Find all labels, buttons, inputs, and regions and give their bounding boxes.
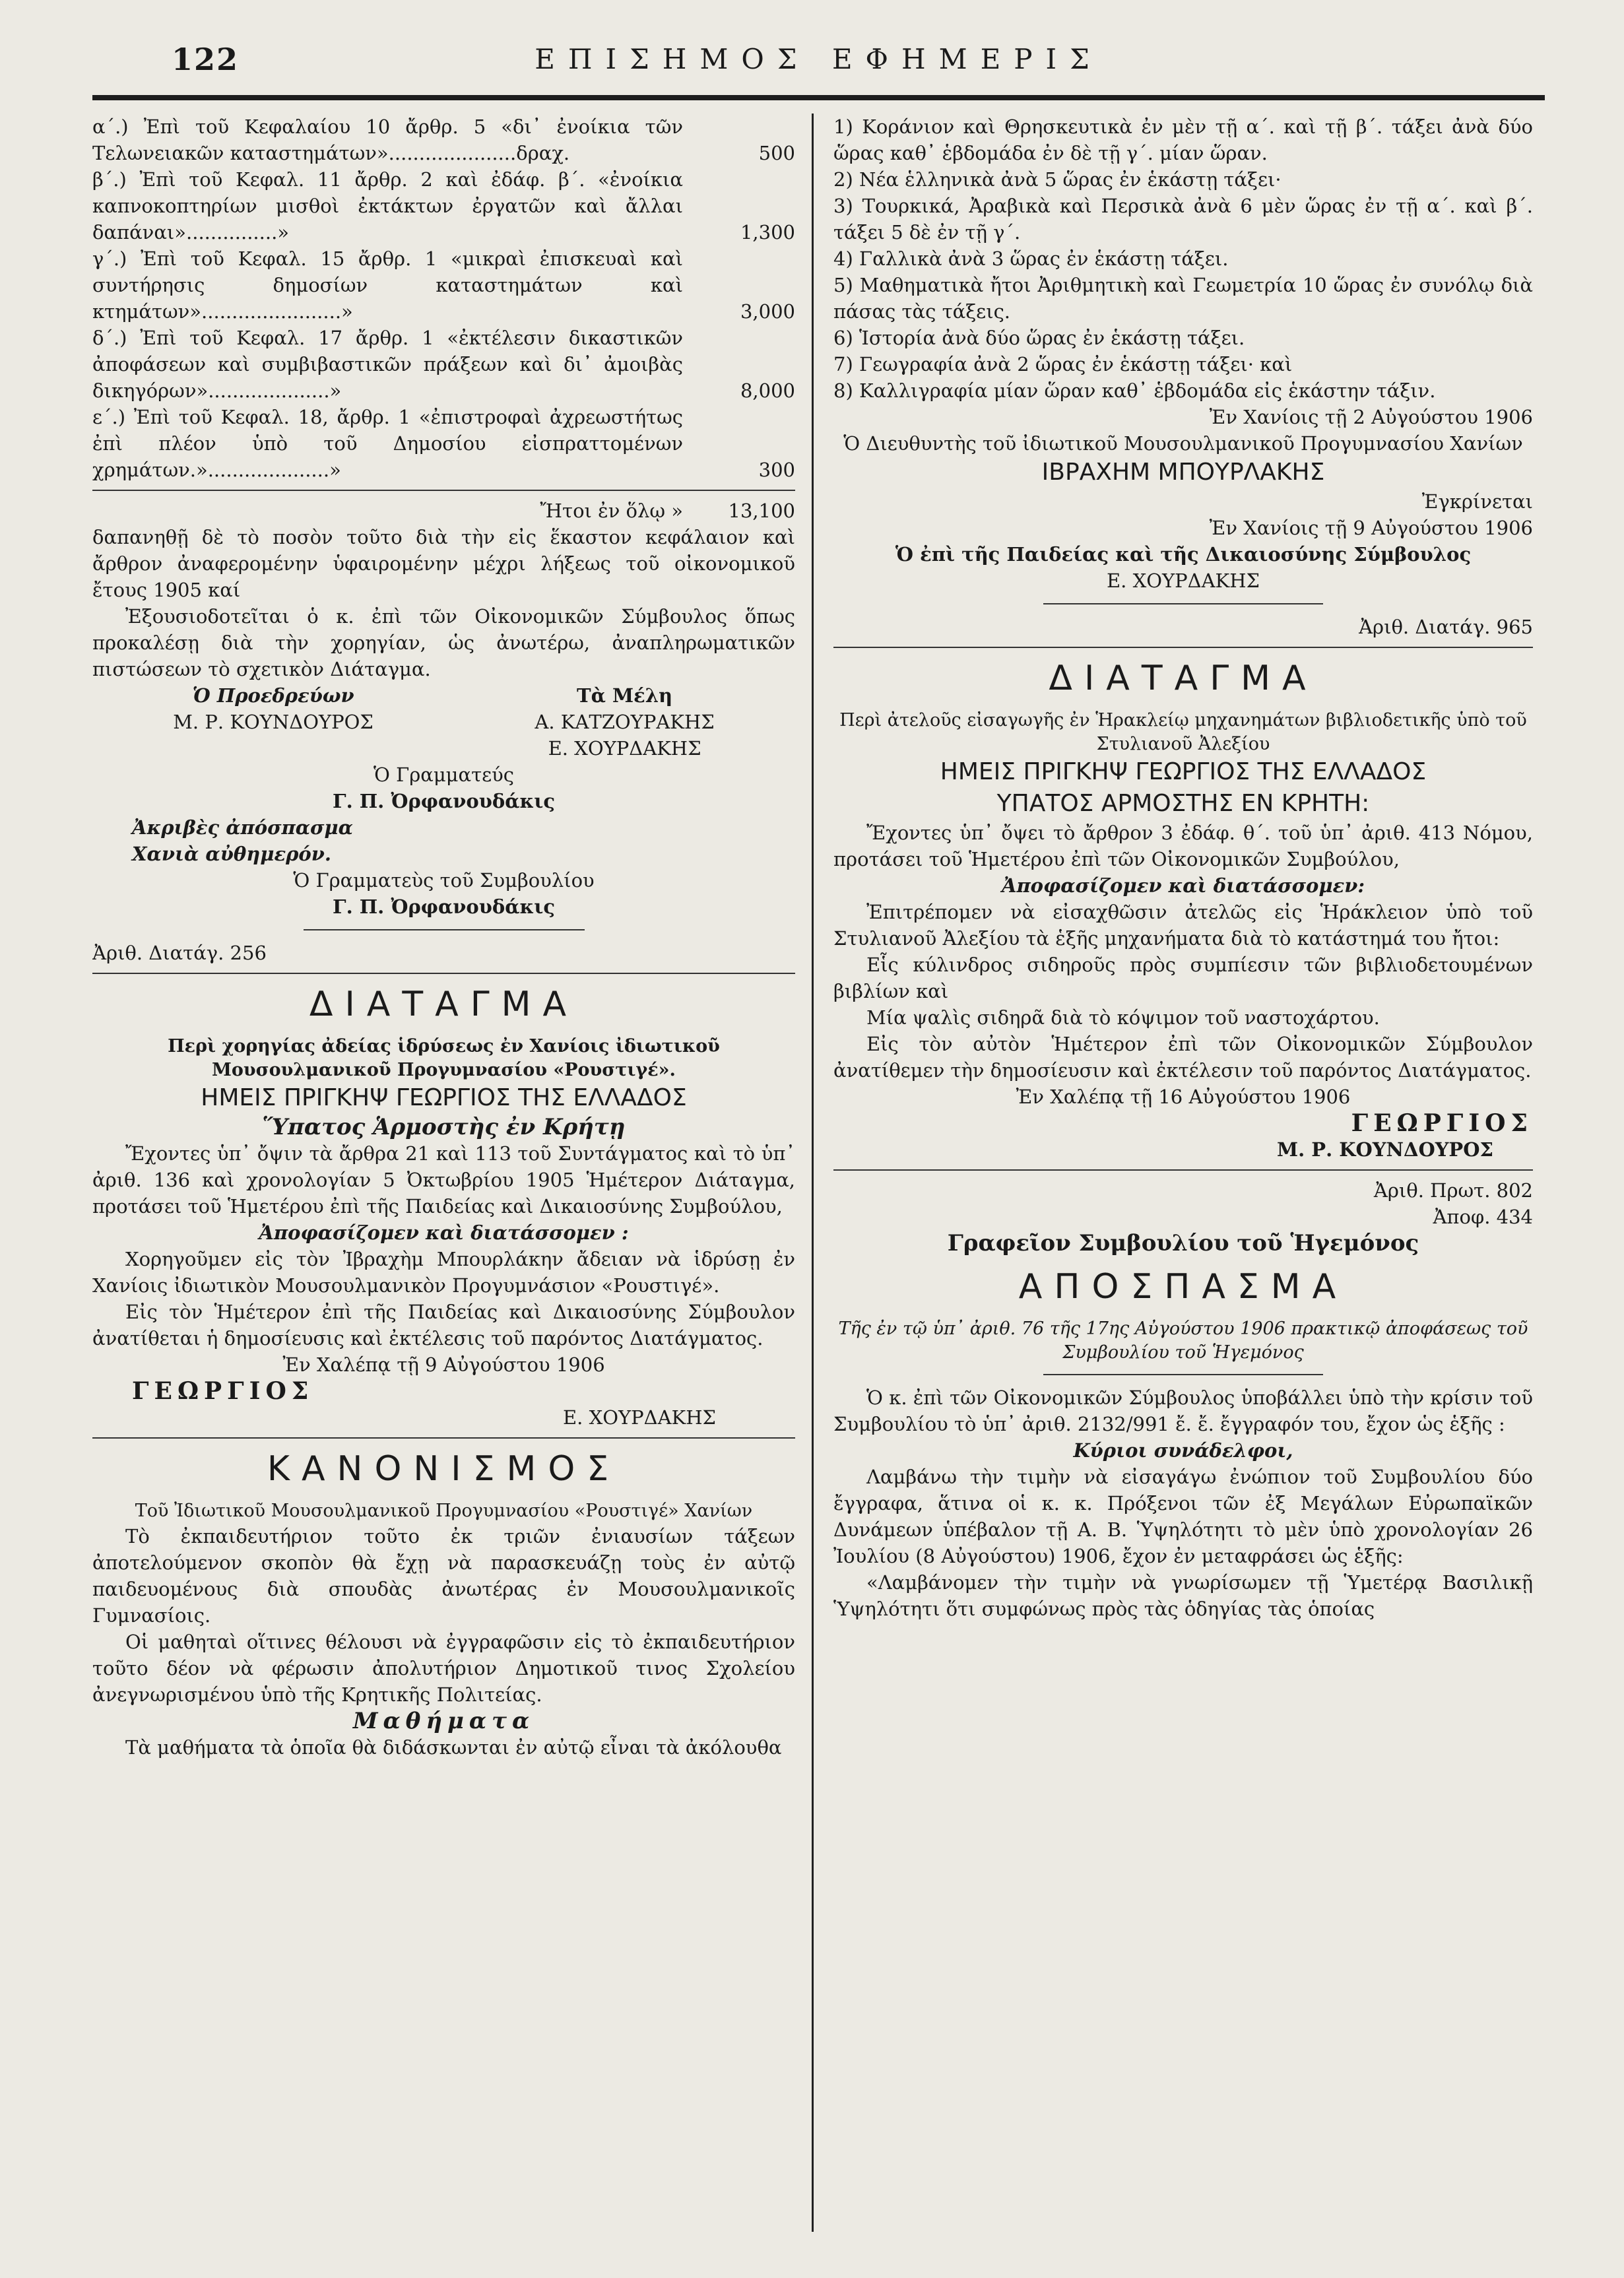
secretary-title: Ὁ Γραμματεύς bbox=[373, 764, 515, 786]
budget-item-text: δ΄.) Ἐπὶ τοῦ Κεφαλ. 17 ἄρθρ. 1 «ἐκτέλεσιν δικαστικῶν ἀποφάσεων καὶ συμβιβαστικῶν πράξεων καὶ δι᾽ ἀμοιβὰς δικηγόρων»....................» bbox=[92, 327, 683, 402]
budget-item-amount: 3,000 bbox=[740, 300, 795, 323]
council-secretary-title: Ὁ Γραμματεὺς τοῦ Συμβουλίου bbox=[293, 869, 595, 892]
secretary-name: Γ. Π. Ὀρφανουδάκις bbox=[333, 790, 555, 812]
budget-item-amount: 8,000 bbox=[740, 379, 795, 402]
royal-office: ΥΠΑΤΟΣ ΑΡΜΟΣΤΗΣ ΕΝ ΚΡΗΤΗ: bbox=[996, 790, 1370, 817]
budget-item bbox=[92, 245, 795, 325]
signer-title: Τὰ Μέλη bbox=[577, 684, 673, 707]
decree-date: Ἐν Χαλέπᾳ τῇ 16 Αὐγούστου 1906 bbox=[1016, 1086, 1351, 1108]
subject-item: 4) Γαλλικὰ ἀνὰ 3 ὥρας ἐν ἑκάστῃ τάξει. bbox=[833, 247, 1229, 270]
paragraph: Ἐξουσιοδοτεῖται ὁ κ. ἐπὶ τῶν Οἰκονομικῶν Σύμβουλος ὅπως προκαλέσῃ διὰ τὴν χορηγίαν, ὡς ἀνωτέρω, ἀναπληρωματικῶν πιστώσεων τὸ σχετικὸν Διάταγμα. bbox=[92, 605, 795, 680]
right-column bbox=[814, 114, 1533, 2232]
budget-item bbox=[92, 166, 795, 245]
extract-subject: Τῆς ἐν τῷ ὑπ᾽ ἀριθ. 76 τῆς 17ης Αὐγούστου 1906 πρακτικῷ ἀποφάσεως τοῦ Συμβουλίου τοῦ Ἡγεμόνος bbox=[838, 1318, 1528, 1363]
decree-title: ΔΙΑΤΑΓΜΑ bbox=[1049, 659, 1318, 698]
office-heading: Γραφεῖον Συμβουλίου τοῦ Ἡγεμόνος bbox=[947, 1230, 1419, 1256]
budget-item-text: β΄.) Ἐπὶ τοῦ Κεφαλ. 11 ἄρθρ. 2 καὶ ἐδάφ. β΄. «ἐνοίκια καπνοκοπτηρίων μισθοὶ ἐκτάκτων ἐργατῶν καὶ ἄλλαι δαπάναι»...............» bbox=[92, 168, 683, 244]
lessons-heading: Μαθήματα bbox=[352, 1708, 535, 1734]
subject-item: 7) Γεωγραφία ἀνὰ 2 ὥρας ἐν ἑκάστῃ τάξει· καὶ bbox=[833, 353, 1293, 375]
decree-subject: Περὶ χορηγίας ἀδείας ἱδρύσεως ἐν Χανίοις ἰδιωτικοῦ Μουσουλμανικοῦ Προγυμνασίου «Ρουστιγέ». bbox=[168, 1036, 720, 1080]
decision-number: Ἀποφ. 434 bbox=[1433, 1206, 1533, 1228]
paragraph: Εἰς τὸν αὐτὸν Ἡμέτερον ἐπὶ τῶν Οἰκονομικῶν Σύμβουλον ἀνατίθεμεν τὴν δημοσίευσιν καὶ ἐκτέλεσιν τοῦ παρόντος Διατάγματος. bbox=[833, 1033, 1533, 1082]
signer-name: Μ. Ρ. ΚΟΥΝΔΟΥΡΟΣ bbox=[173, 711, 374, 733]
royal-title: ΗΜΕΙΣ ΠΡΙΓΚΗΨ ΓΕΩΡΓΙΟΣ ΤΗΣ ΕΛΛΑΔΟΣ bbox=[201, 1084, 687, 1111]
paragraph: δαπανηθῇ δὲ τὸ ποσὸν τοῦτο διὰ τὴν εἰς ἕκαστον κεφάλαιον καὶ ἄρθρον ἀναφερομένην ὑφαιρομένην μέχρι λήξεως τοῦ οἰκονομικοῦ ἔτους 1905 καί bbox=[92, 526, 795, 601]
decree-cosignature: Ε. ΧΟΥΡΔΑΚΗΣ bbox=[562, 1406, 716, 1429]
paragraph: Ὁ κ. ἐπὶ τῶν Οἰκονομικῶν Σύμβουλος ὑποβάλλει ὑπὸ τὴν κρίσιν τοῦ Συμβουλίου τὸ ὑπ᾽ ἀριθ. 2132/991 ἔ. ἔ. ἔγγραφόν του, ἔχον ὡς ἑξῆς : bbox=[833, 1386, 1533, 1435]
royal-title: ΗΜΕΙΣ ΠΡΙΓΚΗΨ ΓΕΩΡΓΙΟΣ ΤΗΣ ΕΛΛΑΔΟΣ bbox=[940, 758, 1427, 785]
subject-item: 1) Κοράνιον καὶ Θρησκευτικὰ ἐν μὲν τῇ α΄. καὶ τῇ β΄. τάξει ἀνὰ δύο ὥρας καθ᾽ ἑβδομάδα ἐν δὲ τῇ γ΄. μίαν ὥραν. bbox=[833, 115, 1533, 164]
subject-item: 2) Νέα ἑλληνικὰ ἀνὰ 5 ὥρας ἐν ἑκάστῃ τάξει· bbox=[833, 168, 1282, 191]
paragraph: «Λαμβάνομεν τὴν τιμὴν νὰ γνωρίσωμεν τῇ Ὑμετέρᾳ Βασιλικῇ Ὑψηλότητι ὅτι συμφώνως πρὸς τὰς ὁδηγίας τὰς ὁποίας bbox=[833, 1571, 1533, 1620]
extract-title: ΑΠΟΣΠΑΣΜΑ bbox=[1018, 1267, 1348, 1307]
regulation-title: ΚΑΝΟΝΙΣΜΟΣ bbox=[267, 1449, 621, 1489]
director-name: ΙΒΡΑΧΗΜ ΜΠΟΥΡΛΑΚΗΣ bbox=[1041, 459, 1325, 486]
divider bbox=[92, 490, 795, 491]
total-label: Ἤτοι ἐν ὅλῳ » bbox=[540, 500, 683, 522]
budget-item-amount: 500 bbox=[758, 142, 795, 164]
divider bbox=[833, 1169, 1533, 1171]
date: Ἐν Χανίοις τῇ 2 Αὐγούστου 1906 bbox=[1209, 406, 1533, 428]
divider bbox=[833, 647, 1533, 648]
paragraph: Χορηγοῦμεν εἰς τὸν Ἰβραχὴμ Μπουρλάκην ἄδειαν νὰ ἱδρύσῃ ἐν Χανίοις ἰδιωτικὸν Μουσουλμανικὸν Προγυμνάσιον «Ρουστιγέ». bbox=[92, 1248, 795, 1297]
paragraph: Ἐπιτρέπομεν νὰ εἰσαχθῶσιν ἀτελῶς εἰς Ἡράκλειον ὑπὸ τοῦ Στυλιανοῦ Ἀλεξίου τὰ ἑξῆς μηχανήματα διὰ τὸ κατάστημά του ἤτοι: bbox=[833, 901, 1533, 950]
running-head: ΕΠΙΣΗΜΟΣ ΕΦΗΜΕΡΙΣ bbox=[535, 43, 1103, 75]
director-title: Ὁ Διευθυντὴς τοῦ ἰδιωτικοῦ Μουσουλμανικοῦ Προγυμνασίου Χανίων bbox=[843, 432, 1523, 455]
council-secretary-name: Γ. Π. Ὀρφανουδάκις bbox=[333, 895, 555, 918]
total-amount: 13,100 bbox=[728, 500, 795, 522]
header-rule bbox=[92, 95, 1545, 100]
divider bbox=[92, 973, 795, 974]
divider bbox=[304, 929, 585, 930]
exact-copy: Ἀκριβὲς ἀπόσπασμα bbox=[132, 816, 353, 839]
budget-item bbox=[92, 114, 795, 166]
date: Ἐν Χανίοις τῇ 9 Αὐγούστου 1906 bbox=[1209, 517, 1533, 539]
signer-title: Ὁ Προεδρεύων bbox=[192, 684, 354, 707]
paragraph: Ἔχοντες ὑπ᾽ ὄψιν τὰ ἄρθρα 21 καὶ 113 τοῦ Συντάγματος καὶ τὸ ὑπ᾽ ἀριθ. 136 καὶ χρονολογίαν 5 Ὀκτωβρίου 1905 Ἡμέτερον Διάταγμα, προτάσει τοῦ Ἡμετέρου ἐπὶ τῆς Παιδείας καὶ Δικαιοσύνης Συμβούλου, bbox=[92, 1142, 795, 1218]
budget-item bbox=[92, 325, 795, 404]
budget-item-text: ε΄.) Ἐπὶ τοῦ Κεφαλ. 18, ἄρθρ. 1 «ἐπιστροφαὶ ἀχρεωστήτως ἐπὶ πλέον ὑπὸ τοῦ Δημοσίου εἰσπραττομένων χρημάτων.»....................» bbox=[92, 406, 683, 481]
approved: Ἐγκρίνεται bbox=[1421, 490, 1533, 513]
regulation-subject: Τοῦ Ἰδιωτικοῦ Μουσουλμανικοῦ Προγυμνασίου «Ρουστιγέ» Χανίων bbox=[135, 1501, 753, 1521]
paragraph: Οἱ μαθηταὶ οἵτινες θέλουσι νὰ ἐγγραφῶσιν εἰς τὸ ἐκπαιδευτήριον τοῦτο δέον νὰ φέρωσιν ἀπολυτήριον Δημοτικοῦ τινος Σχολείου ἀνεγνωρισμένου ὑπὸ τῆς Κρητικῆς Πολιτείας. bbox=[92, 1631, 795, 1706]
budget-item-text: γ΄.) Ἐπὶ τοῦ Κεφαλ. 15 ἄρθρ. 1 «μικραὶ ἐπισκευαὶ καὶ συντήρησις δημοσίων καταστημάτων καὶ κτημάτων».......................» bbox=[92, 247, 683, 323]
decree-subject: Περὶ ἀτελοῦς εἰσαγωγῆς ἐν Ἡρακλείῳ μηχανημάτων βιβλιοδετικῆς ὑπὸ τοῦ Στυλιανοῦ Ἀλεξίου bbox=[839, 710, 1527, 754]
paragraph: Μία ψαλὶς σιδηρᾶ διὰ τὸ κόψιμον τοῦ ναστοχάρτου. bbox=[866, 1006, 1380, 1029]
budget-item-text: α΄.) Ἐπὶ τοῦ Κεφαλαίου 10 ἄρθρ. 5 «δι᾽ ἐνοίκια τῶν Τελωνειακῶν καταστημάτων».....................δραχ. bbox=[92, 115, 683, 164]
decree-number: Ἀριθ. Διατάγ. 965 bbox=[1359, 616, 1533, 638]
decree-signature: ΓΕΩΡΓΙΟΣ bbox=[132, 1377, 314, 1405]
paragraph: Λαμβάνω τὴν τιμὴν νὰ εἰσαγάγω ἐνώπιον τοῦ Συμβουλίου δύο ἔγγραφα, ἅτινα οἱ κ. κ. Πρόξενοι τῶν ἐξ Μεγάλων Εὐρωπαϊκῶν Δυνάμεων ὑπέβαλον τῇ Α. Β. Ὑψηλότητι τὸ μὲν ὑπὸ χρονολογίαν 26 Ἰουλίου (8 Αὐγούστου) 1906, ἔχον ἐν μεταφράσει ὡς ἑξῆς: bbox=[833, 1466, 1533, 1567]
columns bbox=[92, 114, 1545, 2232]
subject-item: 3) Τουρκικά, Ἀραβικὰ καὶ Περσικὰ ἀνὰ 6 μὲν ὥρας ἐν τῇ α΄. καὶ β΄. τάξει 5 δὲ ἐν τῇ γ΄. bbox=[833, 195, 1533, 244]
decree-signature: ΓΕΩΡΓΙΟΣ bbox=[1351, 1109, 1533, 1137]
decree-formula: Ἀποφασίζομεν καὶ διατάσσομεν: bbox=[1001, 874, 1365, 897]
budget-item-amount: 1,300 bbox=[740, 221, 795, 244]
decree-date: Ἐν Χαλέπᾳ τῇ 9 Αὐγούστου 1906 bbox=[282, 1353, 605, 1376]
subject-item: 5) Μαθηματικὰ ἤτοι Ἀριθμητικὴ καὶ Γεωμετρία 10 ὥρας ἐν συνόλῳ διὰ πάσας τὰς τάξεις. bbox=[833, 274, 1533, 323]
signer-name: Ε. ΧΟΥΡΔΑΚΗΣ bbox=[548, 737, 701, 760]
subject-item: 6) Ἱστορία ἀνὰ δύο ὥρας ἐν ἑκάστῃ τάξει. bbox=[833, 327, 1245, 349]
divider bbox=[92, 1437, 795, 1439]
divider bbox=[1043, 603, 1323, 604]
decree-title: ΔΙΑΤΑΓΜΑ bbox=[309, 985, 579, 1024]
counsel-title: Ὁ ἐπὶ τῆς Παιδείας καὶ τῆς Δικαιοσύνης Σύμβουλος bbox=[895, 543, 1472, 566]
page-number: 122 bbox=[172, 42, 240, 77]
page-header bbox=[92, 42, 1545, 92]
paragraph: Τὸ ἐκπαιδευτήριον τοῦτο ἐκ τριῶν ἐνιαυσίων τάξεων ἀποτελούμενον σκοπὸν θὰ ἔχῃ νὰ παρασκευάζῃ τοὺς ἐν αὐτῷ παιδευομένους διὰ σπουδὰς ἀνωτέρας ἐν Μουσουλμανικοῖς Γυμνασίοις. bbox=[92, 1525, 795, 1627]
salutation: Κύριοι συνάδελφοι, bbox=[1073, 1439, 1293, 1462]
decree-number: Ἀριθ. Διατάγ. 256 bbox=[92, 942, 267, 964]
divider bbox=[1043, 1374, 1323, 1375]
royal-office: Ὕπατος Ἁρμοστὴς ἐν Κρήτῃ bbox=[262, 1114, 626, 1140]
signer-name: Α. ΚΑΤΖΟΥΡΑΚΗΣ bbox=[535, 711, 715, 733]
budget-item bbox=[92, 404, 795, 483]
protocol-number: Ἀριθ. Πρωτ. 802 bbox=[1373, 1179, 1533, 1202]
left-column bbox=[92, 114, 812, 2232]
signature-block bbox=[92, 682, 795, 762]
paragraph: Τὰ μαθήματα τὰ ὁποῖα θὰ διδάσκωνται ἐν αὐτῷ εἶναι τὰ ἀκόλουθα bbox=[125, 1736, 782, 1759]
budget-item-amount: 300 bbox=[758, 459, 795, 481]
paragraph: Ἔχοντες ὑπ᾽ ὄψει τὸ ἄρθρον 3 ἐδάφ. θ΄. τοῦ ὑπ᾽ ἀριθ. 413 Νόμου, προτάσει τοῦ Ἡμετέρου ἐπὶ τῶν Οἰκονομικῶν Συμβούλου, bbox=[833, 822, 1533, 870]
exact-copy-place: Χανιὰ αὐθημερόν. bbox=[132, 843, 331, 865]
subject-item: 8) Καλλιγραφία μίαν ὥραν καθ᾽ ἑβδομάδα εἰς ἑκάστην τάξιν. bbox=[833, 379, 1436, 402]
counsel-name: Ε. ΧΟΥΡΔΑΚΗΣ bbox=[1106, 570, 1260, 592]
budget-total bbox=[92, 498, 795, 524]
decree-formula: Ἀποφασίζομεν καὶ διατάσσομεν : bbox=[259, 1221, 629, 1244]
paragraph: Εἰς τὸν Ἡμέτερον ἐπὶ τῆς Παιδείας καὶ Δικαιοσύνης Σύμβουλον ἀνατίθεται ἡ δημοσίευσις καὶ ἐκτέλεσις τοῦ παρόντος Διατάγματος. bbox=[92, 1301, 795, 1350]
decree-cosignature: Μ. Ρ. ΚΟΥΝΔΟΥΡΟΣ bbox=[1276, 1138, 1493, 1161]
paragraph: Εἷς κύλινδρος σιδηροῦς πρὸς συμπίεσιν τῶν βιβλιοδετουμένων βιβλίων καὶ bbox=[833, 954, 1533, 1002]
